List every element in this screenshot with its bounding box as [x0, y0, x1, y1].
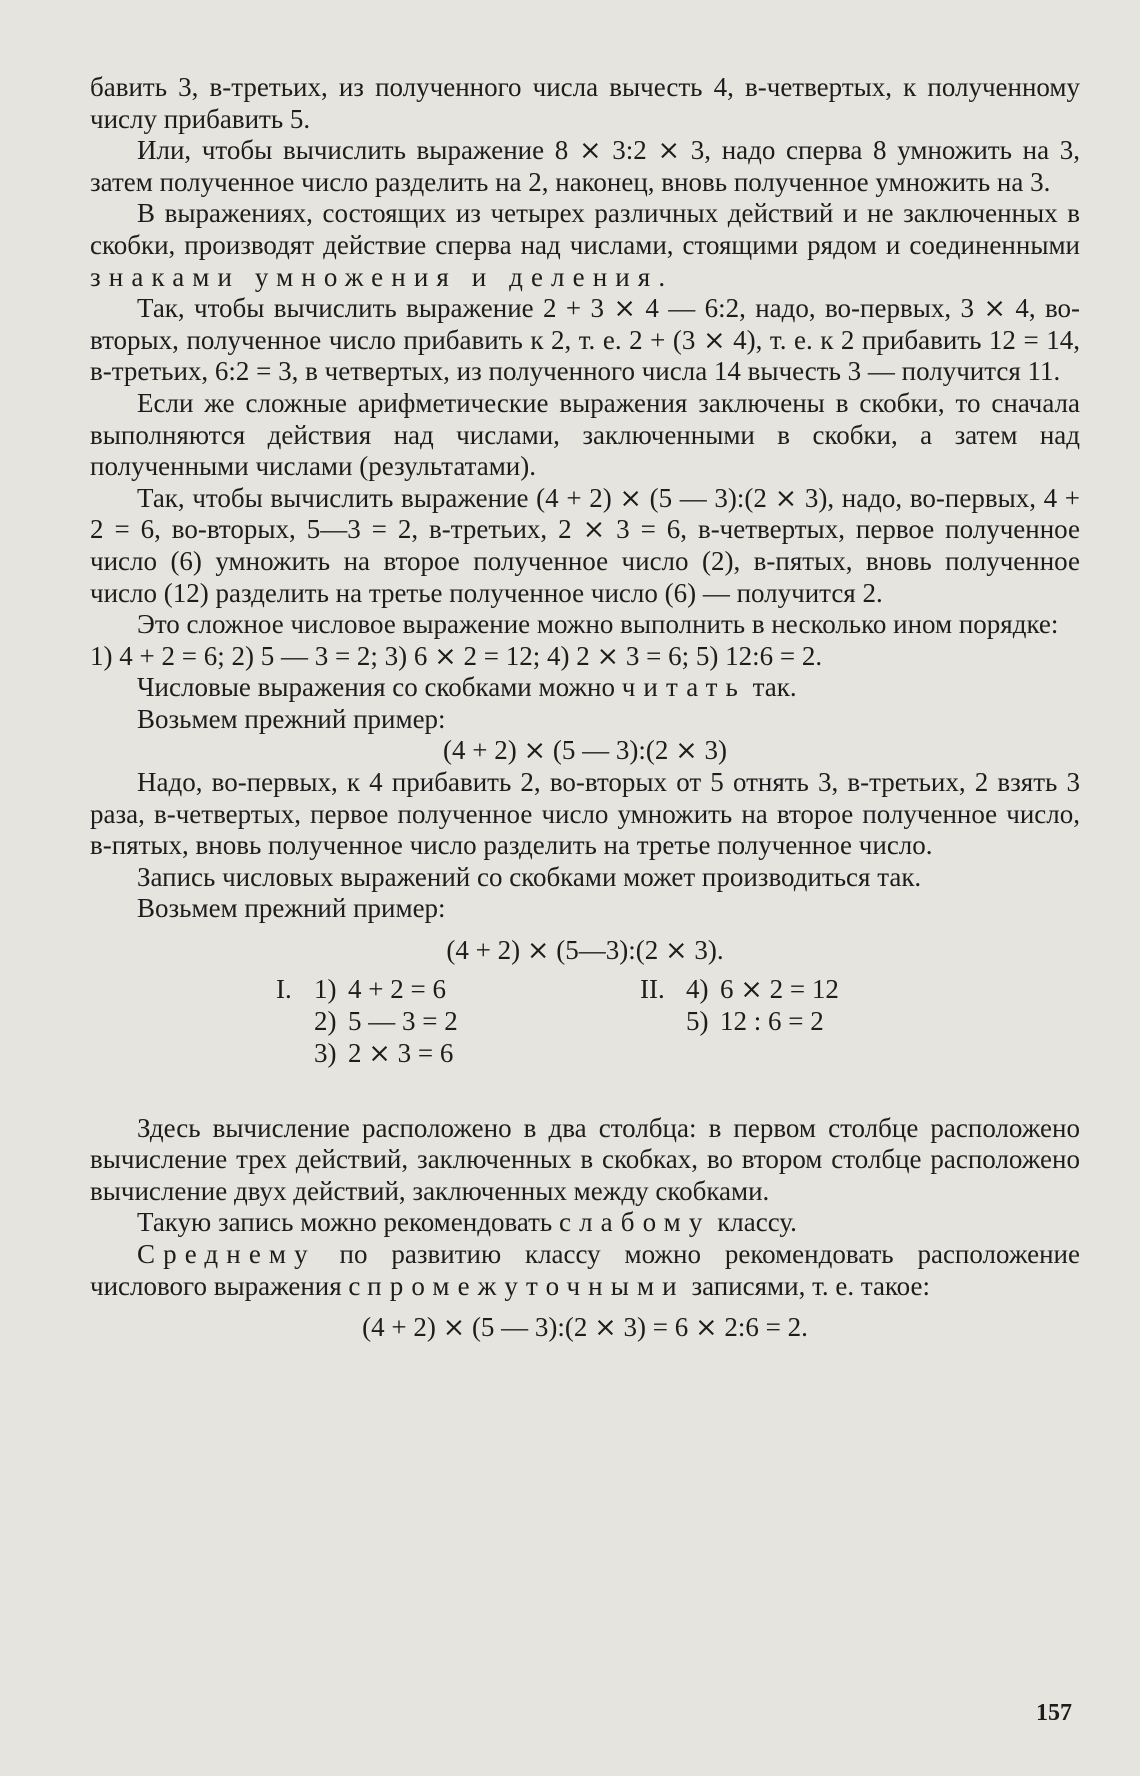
paragraph-15: [90, 1207, 1080, 1239]
paragraph-11: Надо, во-первых, к 4 прибавить 2, во-вторых от 5 отнять 3, в-третьих, 2 взять 3 раза, в-четвертых, первое полученное число умножить на второе полученное число, в-пятых, вновь полученное число разделить на третье полученное число.: [90, 767, 1080, 861]
paragraph-4: Так, чтобы вычислить выражение 2 + 3 ⨯ 4 — 6:2, надо, во-первых, 3 ⨯ 4, во-вторых, полученное число прибавить к 2, т. е. 2 + (3 ⨯ 4), т. е. к 2 прибавить 12 = 14, в-третьих, 6:2 = 3, в четвертых, из полученного числа 14 вычесть 3 — получится 11.: [90, 293, 1080, 387]
paragraph-7: Это сложное числовое выражение можно выполнить в несколько ином порядке:: [137, 609, 1059, 640]
calc-step-number: 1): [314, 973, 337, 1004]
paragraph-16: [90, 1239, 1080, 1302]
calc-row: [276, 1037, 458, 1069]
paragraph-9: [90, 672, 1080, 704]
calc-column-label: II.: [640, 973, 665, 1004]
paragraph-10: Возьмем прежний пример:: [137, 703, 446, 734]
calc-step-number: 4): [686, 973, 709, 1004]
paragraph-16-end: записями, т. е. такое:: [684, 1270, 930, 1301]
calc-column-2: [640, 973, 839, 1037]
paragraph-1: бавить 3, в-третьих, из полученного числа вычесть 4, в-четвертых, к полученному числу прибавить 5.: [90, 72, 1080, 134]
calc-step-number: 2): [314, 1005, 337, 1036]
formula-3: (4 + 2) ⨯ (5 — 3):(2 ⨯ 3) = 6 ⨯ 2:6 = 2.: [362, 1312, 808, 1343]
paragraph-2: Или, чтобы вычислить выражение 8 ⨯ 3:2 ⨯ 3, надо сперва 8 умножить на 3, затем полученное число разделить на 2, наконец, вновь полученное умножить на 3.: [90, 135, 1080, 197]
paragraph-15-spaced: слабому: [558, 1207, 711, 1238]
calc-column-1: [276, 973, 458, 1069]
paragraph-13: Возьмем прежний пример:: [137, 893, 446, 924]
formula-2: (4 + 2) ⨯ (5—3):(2 ⨯ 3).: [446, 935, 724, 966]
formula-1: (4 + 2) ⨯ (5 — 3):(2 ⨯ 3): [443, 735, 727, 766]
paragraph-14: Здесь вычисление расположено в два столбца: в первом столбце расположено вычисление трех действий, заключенных в скобках, во втором столбце расположено вычисление двух действий, заключенных между скобками.: [90, 1112, 1080, 1206]
page-number: 157: [1036, 1700, 1072, 1726]
calc-row: [276, 1005, 458, 1037]
calc-step-expression: 12 : 6 = 2: [720, 1005, 824, 1036]
calc-step-expression: 2 ⨯ 3 = 6: [348, 1037, 454, 1068]
calc-row: [640, 973, 839, 1005]
calc-step-number: 5): [686, 1005, 709, 1036]
calc-step-expression: 4 + 2 = 6: [348, 973, 446, 1004]
paragraph-12: Запись числовых выражений со скобками может производиться так.: [137, 861, 922, 892]
paragraph-3: [90, 198, 1080, 293]
paragraph-9-end: так.: [745, 672, 797, 703]
calc-column-label: I.: [276, 973, 292, 1004]
paragraph-15-end: классу.: [710, 1207, 797, 1238]
steps-line: 1) 4 + 2 = 6; 2) 5 — 3 = 2; 3) 6 ⨯ 2 = 12; 4) 2 ⨯ 3 = 6; 5) 12:6 = 2.: [90, 640, 823, 671]
paragraph-9-spaced: читать: [621, 672, 746, 703]
paragraph-9-text: Числовые выражения со скобками можно: [137, 672, 622, 703]
calc-row: [640, 1005, 839, 1037]
paragraph-15-text: Такую запись можно рекомендовать: [137, 1207, 559, 1238]
calc-step-expression: 5 — 3 = 2: [348, 1005, 458, 1036]
paragraph-16-text: по развитию классу можно рекомендовать расположение числового выражения с: [90, 1239, 1080, 1301]
paragraph-3-text: В выражениях, состоящих из четырех различных действий и не заключенных в скобки, производят действие сперва над числами, стоящими рядом и соединенными: [90, 198, 1080, 260]
calc-row: [276, 973, 458, 1005]
calculation-columns: [90, 973, 1080, 1095]
paragraph-6: Так, чтобы вычислить выражение (4 + 2) ⨯ (5 — 3):(2 ⨯ 3), надо, во-первых, 4 + 2 = 6, во-вторых, 5—3 = 2, в-третьих, 2 ⨯ 3 = 6, в-четвертых, первое полученное число (6) умножить на второе полученное число (2), в-пятых, вновь полученное число (12) разделить на третье полученное число (6) — получится 2.: [90, 482, 1080, 608]
paragraph-3-spaced: знаками умножения и деления: [90, 261, 659, 292]
paragraph-16-spaced-2: промежуточными: [367, 1270, 685, 1301]
calc-step-number: 3): [314, 1037, 337, 1068]
paragraph-5: Если же сложные арифметические выражения заключены в скобки, то сначала выполняются действия над числами, заключенными в скобки, а затем над полученными числами (результатами).: [90, 387, 1080, 482]
paragraph-16-spaced-1: Среднему: [137, 1239, 316, 1269]
calc-step-expression: 6 ⨯ 2 = 12: [720, 973, 839, 1004]
paragraph-3-end: .: [658, 261, 666, 292]
page-text: [90, 72, 1080, 1344]
